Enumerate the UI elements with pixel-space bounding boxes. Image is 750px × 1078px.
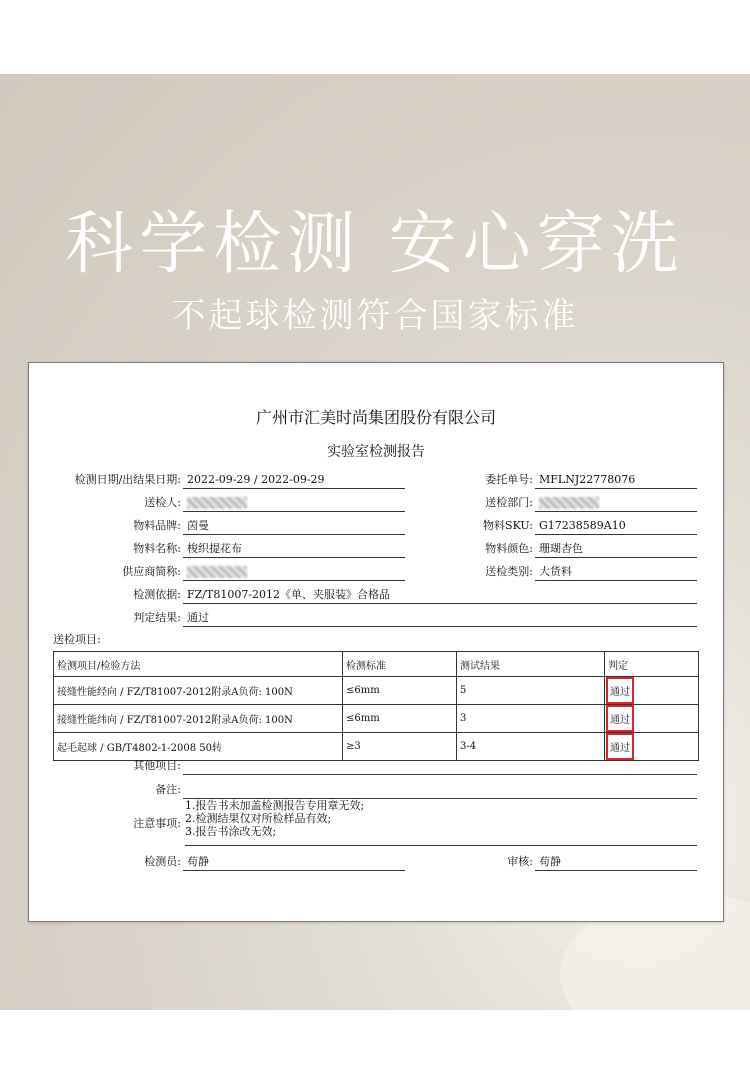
table-cell: ≥3 <box>343 733 457 761</box>
table-cell <box>605 677 699 705</box>
table-header-row <box>54 652 699 677</box>
field-row <box>29 609 723 627</box>
header-cell: 检测项目/检验方法 <box>54 652 343 677</box>
color-label: 物料颜色: <box>485 542 533 555</box>
dept-value <box>535 494 697 512</box>
other-label: 其他项目: <box>133 759 181 772</box>
table-cell: ≤6mm <box>343 677 457 705</box>
material-value: 梭织提花布 <box>183 540 405 558</box>
table-cell: ≤6mm <box>343 705 457 733</box>
judge-label: 判定结果: <box>133 611 181 624</box>
company-name: 广州市汇美时尚集团股份有限公司 <box>255 408 496 427</box>
other-value <box>183 757 697 775</box>
header-cell: 测试结果 <box>457 652 605 677</box>
remark-label: 备注: <box>155 783 181 796</box>
test-report <box>28 362 724 922</box>
field-row <box>29 563 723 581</box>
notice-item: 1.报告书未加盖检测报告专用章无效; <box>185 799 365 812</box>
table-row <box>54 677 699 705</box>
judge-value: 通过 <box>183 609 697 627</box>
pass-highlight: 通过 <box>606 733 634 760</box>
dept-label: 送检部门: <box>485 496 533 509</box>
category-label: 送检类别: <box>485 565 533 578</box>
order-value: MFLNJ22778076 <box>535 471 697 489</box>
field-row <box>29 586 723 604</box>
inspector-value: 苟静 <box>183 853 405 871</box>
supplier-label: 供应商简称: <box>122 565 181 578</box>
field-row <box>29 540 723 558</box>
notice-list <box>185 799 697 846</box>
inspector-label: 检测员: <box>144 855 181 868</box>
redacted-blur <box>187 497 247 509</box>
brand-value: 茵曼 <box>183 517 405 535</box>
order-label: 委托单号: <box>485 473 533 486</box>
redacted-blur <box>539 497 599 509</box>
reviewer-label: 审核: <box>507 855 533 868</box>
test-items-table <box>53 651 699 761</box>
table-cell: 3 <box>457 705 605 733</box>
headline: 科学检测 安心穿洗 <box>65 205 685 284</box>
table-cell: 起毛起球 / GB/T4802-1-2008 50转 <box>54 733 343 761</box>
table-cell: 接缝性能经向 / FZ/T81007-2012附录A负荷: 100N <box>54 677 343 705</box>
material-label: 物料名称: <box>133 542 181 555</box>
pass-highlight: 通过 <box>606 677 634 704</box>
notice-label: 注意事项: <box>133 817 181 830</box>
basis-value: FZ/T81007-2012《单、夹服装》合格品 <box>183 586 697 604</box>
field-row <box>29 471 723 489</box>
report-title: 实验室检测报告 <box>327 444 425 460</box>
remark-row <box>29 781 723 799</box>
items-label: 送检项目: <box>53 633 101 646</box>
redacted-blur <box>187 566 247 578</box>
brand-label: 物料品牌: <box>133 519 181 532</box>
banner-background <box>0 74 750 1010</box>
table-cell: 接缝性能纬向 / FZ/T81007-2012附录A负荷: 100N <box>54 705 343 733</box>
date-value: 2022-09-29 / 2022-09-29 <box>183 471 405 489</box>
remark-value <box>183 781 697 799</box>
header-cell: 判定 <box>605 652 699 677</box>
other-row <box>29 757 723 775</box>
sender-label: 送检人: <box>144 496 181 509</box>
field-row <box>29 517 723 535</box>
table-cell: 5 <box>457 677 605 705</box>
table-cell: 3-4 <box>457 733 605 761</box>
notice-item: 3.报告书涂改无效; <box>185 825 277 838</box>
field-row <box>29 494 723 512</box>
signature-row <box>29 853 723 871</box>
notice-item: 2.检测结果仅对所检样品有效; <box>185 812 332 825</box>
subtitle: 不起球检测符合国家标准 <box>171 296 579 336</box>
supplier-value <box>183 563 405 581</box>
table-row <box>54 705 699 733</box>
sku-label: 物料SKU: <box>483 519 533 532</box>
sku-value: G17238589A10 <box>535 517 697 535</box>
reviewer-value: 苟静 <box>535 853 697 871</box>
date-label: 检测日期/出结果日期: <box>74 473 181 486</box>
sender-value <box>183 494 405 512</box>
basis-label: 检测依据: <box>133 588 181 601</box>
table-cell <box>605 705 699 733</box>
pass-highlight: 通过 <box>606 705 634 732</box>
category-value: 大货料 <box>535 563 697 581</box>
header-cell: 检测标准 <box>343 652 457 677</box>
color-value: 珊瑚杏色 <box>535 540 697 558</box>
